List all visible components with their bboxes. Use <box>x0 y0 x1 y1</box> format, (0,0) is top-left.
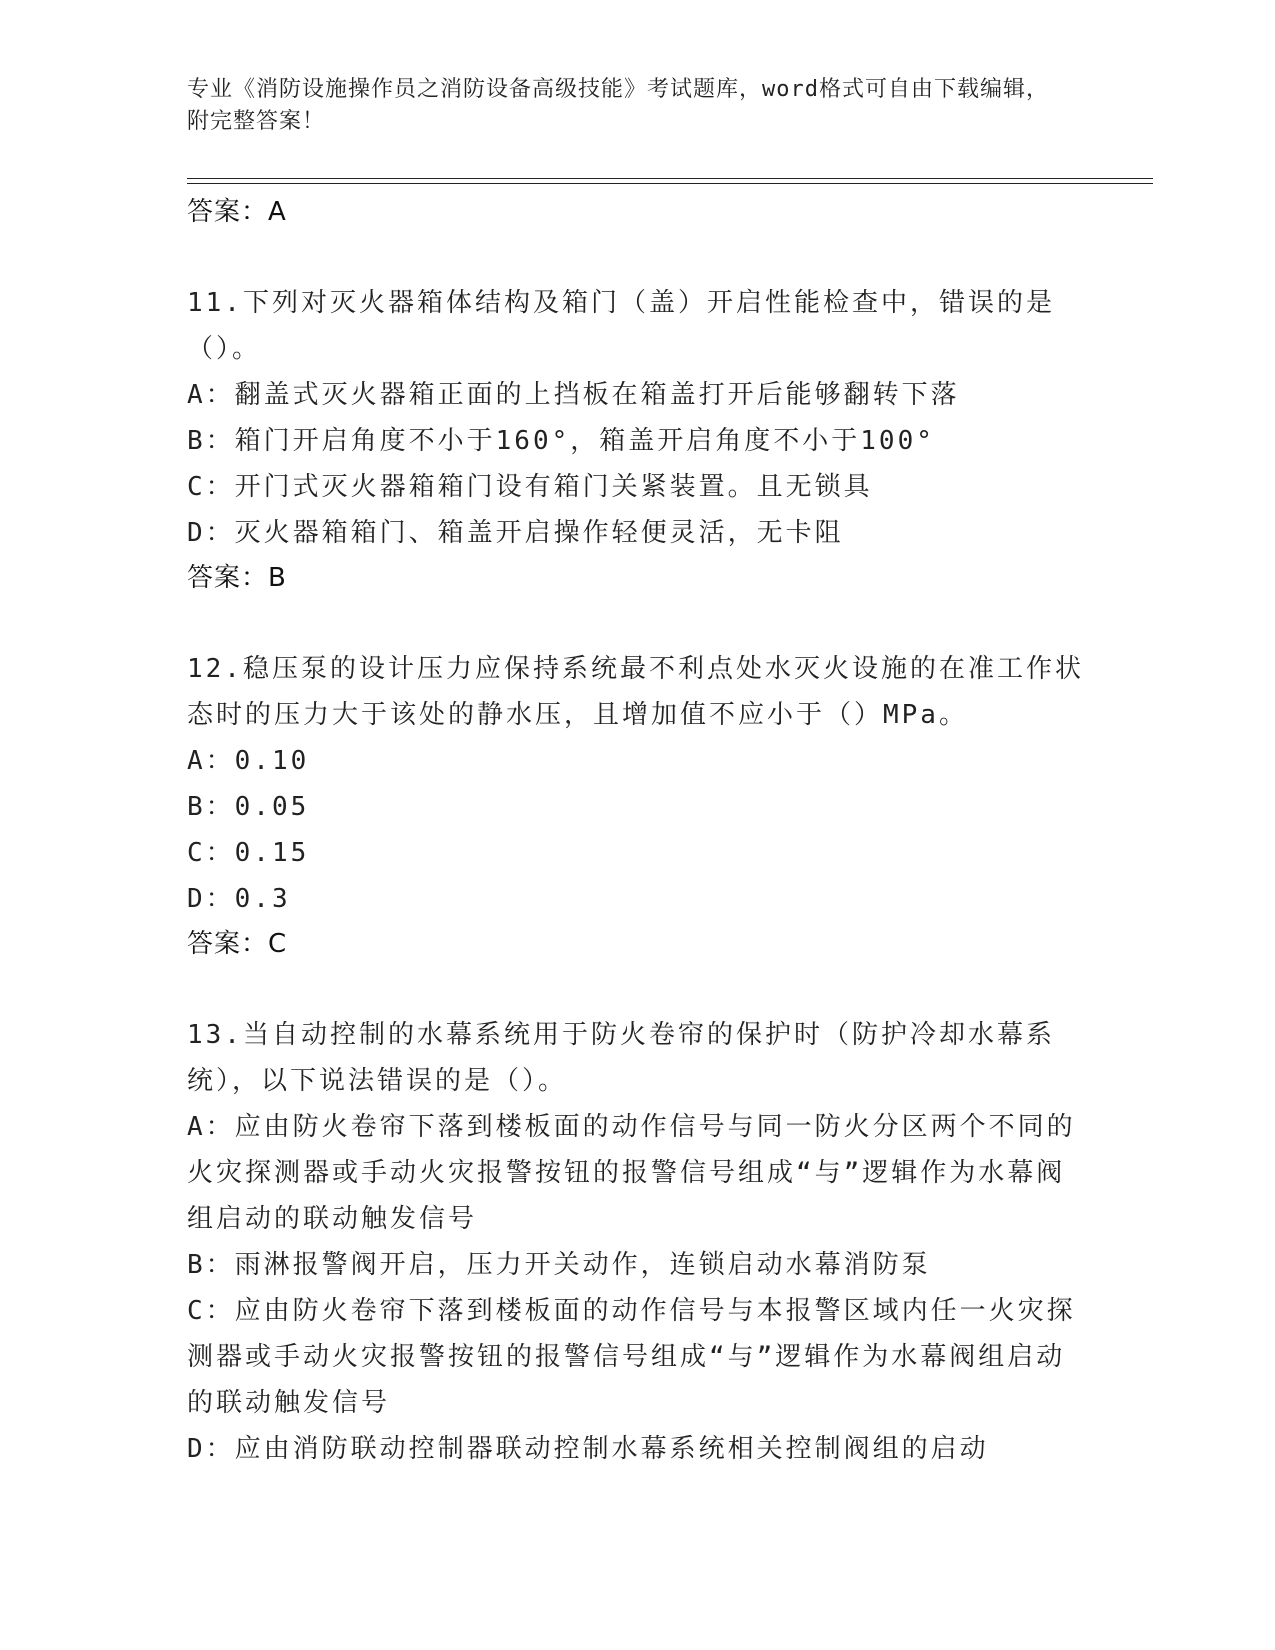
option-b: B：雨淋报警阀开启，压力开关动作，连锁启动水幕消防泵 <box>187 1250 931 1280</box>
option-c: C：应由防火卷帘下落到楼板面的动作信号与本报警区域内任一火灾探测器或手动火灾报警按钮的报警信号组成“与”逻辑作为水幕阀组启动的联动触发信号 <box>187 1296 1076 1418</box>
spacer <box>187 234 1087 280</box>
answer-label: 答案：C <box>187 929 288 959</box>
option-a: A：0.10 <box>187 746 310 776</box>
answer-label: 答案：B <box>187 563 287 593</box>
option-d: D：灭火器箱箱门、箱盖开启操作轻便灵活，无卡阻 <box>187 518 844 548</box>
header-divider-top <box>187 178 1153 179</box>
question-stem: 11.下列对灭火器箱体结构及箱门（盖）开启性能检查中，错误的是（）。 <box>187 288 1055 364</box>
page-header: 专业《消防设施操作员之消防设备高级技能》考试题库，word格式可自由下载编辑，附完整答案！ <box>187 77 1049 134</box>
question-stem: 13.当自动控制的水幕系统用于防火卷帘的保护时（防护冷却水幕系统），以下说法错误的是（）。 <box>187 1020 1055 1096</box>
question-stem: 12.稳压泵的设计压力应保持系统最不利点处水灭火设施的在准工作状态时的压力大于该处的静水压，且增加值不应小于（）MPa。 <box>187 654 1084 730</box>
spacer <box>187 966 1087 1012</box>
header-divider-bottom <box>187 183 1153 184</box>
option-a: A：翻盖式灭火器箱正面的上挡板在箱盖打开后能够翻转下落 <box>187 380 960 410</box>
option-d: D：0.3 <box>187 884 291 914</box>
option-b: B：0.05 <box>187 792 310 822</box>
option-d: D：应由消防联动控制器联动控制水幕系统相关控制阀组的启动 <box>187 1434 989 1464</box>
option-b: B：箱门开启角度不小于160°，箱盖开启角度不小于100° <box>187 426 935 456</box>
option-c: C：0.15 <box>187 838 310 868</box>
question-11 <box>187 280 1087 600</box>
previous-answer: 答案：A <box>187 197 287 227</box>
spacer <box>187 600 1087 646</box>
question-12 <box>187 646 1087 966</box>
exam-content <box>187 190 1087 1472</box>
option-c: C：开门式灭火器箱箱门设有箱门关紧装置。且无锁具 <box>187 472 873 502</box>
question-13 <box>187 1012 1087 1472</box>
option-a: A：应由防火卷帘下落到楼板面的动作信号与同一防火分区两个不同的火灾探测器或手动火灾报警按钮的报警信号组成“与”逻辑作为水幕阀组启动的联动触发信号 <box>187 1112 1076 1234</box>
